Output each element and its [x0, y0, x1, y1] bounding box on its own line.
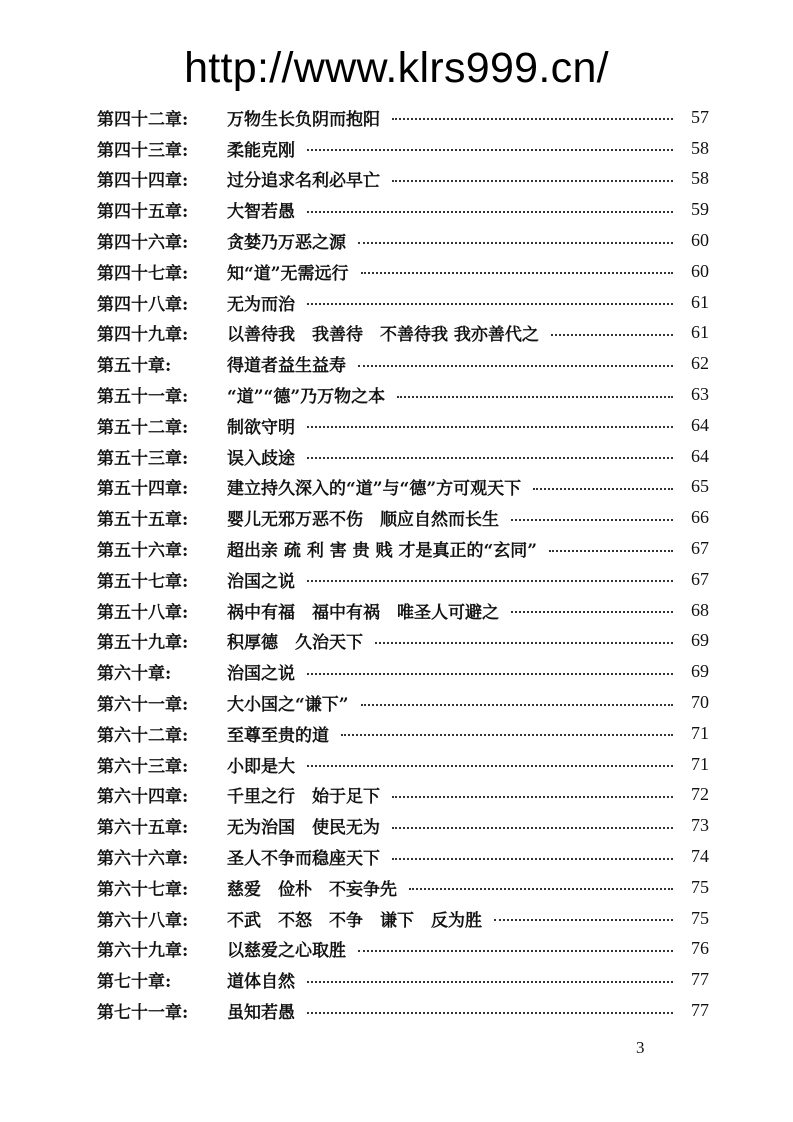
chapter-page: 62: [691, 353, 709, 374]
toc-entry: [97, 102, 709, 133]
toc-entry: [97, 872, 709, 903]
chapter-page: 59: [691, 199, 709, 220]
toc-entry: [97, 194, 709, 225]
dot-leader: [361, 272, 673, 274]
chapter-page: 64: [691, 445, 709, 466]
chapter-title: 虽知若愚: [227, 1003, 295, 1023]
chapter-page: 61: [691, 291, 709, 312]
toc-entry: [97, 379, 709, 410]
dot-leader: [358, 365, 673, 367]
chapter-title: 至尊至贵的道: [227, 725, 329, 746]
dot-leader: [551, 334, 673, 336]
toc-entry: [97, 287, 709, 318]
chapter-title: 无为治国 使民无为: [227, 818, 380, 839]
chapter-title: 建立持久深入的“道”与“德”方可观天下: [227, 479, 522, 500]
chapter-number: 第六十八章:: [97, 910, 189, 931]
chapter-number: 第五十一章:: [97, 387, 189, 408]
chapter-number: 第六十二章:: [97, 725, 189, 746]
chapter-number: 第六十一章:: [97, 695, 189, 716]
dot-leader: [358, 242, 673, 244]
table-of-contents: [97, 102, 709, 1026]
toc-entry: [97, 133, 709, 164]
page-number: 3: [636, 1038, 645, 1057]
chapter-page: 68: [691, 599, 709, 620]
chapter-title: 千里之行 始于足下: [227, 787, 380, 808]
chapter-title: 万物生长负阴而抱阳: [227, 109, 380, 130]
dot-leader: [307, 580, 673, 582]
chapter-title: 得道者益生益寿: [227, 356, 346, 377]
chapter-number: 第六十七章:: [97, 879, 189, 900]
chapter-page: 74: [691, 846, 709, 867]
dot-leader: [494, 919, 673, 921]
chapter-page: 77: [691, 1000, 709, 1020]
toc-entry: [97, 595, 709, 626]
toc-entry: [97, 472, 709, 503]
chapter-page: 63: [691, 384, 709, 405]
dot-leader: [375, 642, 673, 644]
chapter-title: 治国之说: [227, 571, 295, 592]
chapter-title: 误入歧途: [227, 448, 295, 469]
dot-leader: [307, 981, 673, 983]
dot-leader: [392, 180, 673, 182]
chapter-page: 71: [691, 722, 709, 743]
toc-entry: [97, 749, 709, 780]
chapter-title: 制欲守明: [227, 417, 295, 438]
toc-entry: [97, 348, 709, 379]
chapter-page: 60: [691, 260, 709, 281]
chapter-title: 小即是大: [227, 756, 295, 777]
dot-leader: [307, 457, 673, 459]
toc-entry: [97, 934, 709, 965]
chapter-page: 67: [691, 538, 709, 559]
chapter-page: 58: [691, 168, 709, 189]
chapter-page: 76: [691, 938, 709, 959]
chapter-page: 58: [691, 137, 709, 158]
chapter-number: 第四十四章:: [97, 171, 189, 192]
chapter-title: 积厚德 久治天下: [227, 633, 363, 654]
chapter-title: 大小国之“谦下”: [227, 695, 349, 716]
chapter-page: 64: [691, 414, 709, 435]
chapter-number: 第五十七章:: [97, 571, 189, 592]
chapter-page: 67: [691, 568, 709, 589]
toc-entry: [97, 841, 709, 872]
dot-leader: [361, 704, 673, 706]
chapter-page: 60: [691, 230, 709, 251]
toc-entry: [97, 164, 709, 195]
toc-entry: [97, 718, 709, 749]
dot-leader: [307, 149, 673, 151]
chapter-number: 第四十七章:: [97, 263, 189, 284]
dot-leader: [511, 519, 673, 521]
toc-entry: [97, 903, 709, 934]
chapter-page: 69: [691, 630, 709, 651]
dot-leader: [341, 734, 673, 736]
chapter-number: 第五十四章:: [97, 479, 189, 500]
chapter-number: 第六十九章:: [97, 941, 189, 962]
chapter-number: 第五十八章:: [97, 602, 189, 623]
toc-entry: [97, 318, 709, 349]
chapter-title: 祸中有福 福中有祸 唯圣人可避之: [227, 602, 499, 623]
toc-entry: [97, 502, 709, 533]
dot-leader: [358, 950, 673, 952]
chapter-page: 70: [691, 692, 709, 713]
toc-entry: [97, 995, 709, 1026]
chapter-title: 超出亲 疏 利 害 贵 贱 才是真正的“玄同”: [227, 541, 538, 562]
chapter-number: 第六十章:: [97, 664, 172, 685]
toc-entry: [97, 225, 709, 256]
chapter-page: 73: [691, 815, 709, 836]
chapter-title: 大智若愚: [227, 202, 295, 223]
chapter-title: 过分追求名利必早亡: [227, 171, 380, 192]
toc-entry: [97, 564, 709, 595]
chapter-number: 第五十九章:: [97, 633, 189, 654]
chapter-title: 知“道”无需远行: [227, 263, 349, 284]
chapter-number: 第四十二章:: [97, 109, 189, 130]
chapter-number: 第五十二章:: [97, 417, 189, 438]
dot-leader: [307, 211, 673, 213]
toc-entry: [97, 687, 709, 718]
chapter-number: 第七十章:: [97, 972, 172, 993]
chapter-page: 69: [691, 661, 709, 682]
chapter-number: 第五十五章:: [97, 510, 189, 531]
dot-leader: [307, 303, 673, 305]
chapter-number: 第四十六章:: [97, 233, 189, 254]
chapter-page: 71: [691, 753, 709, 774]
dot-leader: [307, 765, 673, 767]
dot-leader: [397, 396, 673, 398]
chapter-page: 57: [691, 106, 709, 127]
chapter-title: 柔能克刚: [227, 140, 295, 161]
chapter-number: 第五十三章:: [97, 448, 189, 469]
chapter-number: 第七十一章:: [97, 1003, 189, 1023]
chapter-page: 75: [691, 907, 709, 928]
chapter-page: 72: [691, 784, 709, 805]
dot-leader: [307, 1012, 673, 1014]
toc-entry: [97, 410, 709, 441]
chapter-title: 贪婪乃万恶之源: [227, 233, 346, 254]
chapter-number: 第六十五章:: [97, 818, 189, 839]
chapter-number: 第六十三章:: [97, 756, 189, 777]
toc-entry: [97, 441, 709, 472]
dot-leader: [511, 611, 673, 613]
header-url: http://www.klrs999.cn/: [184, 44, 609, 92]
toc-entry: [97, 780, 709, 811]
dot-leader: [533, 488, 673, 490]
chapter-title: “道”“德”乃万物之本: [227, 387, 386, 408]
chapter-title: 圣人不争而稳座天下: [227, 849, 380, 870]
dot-leader: [549, 550, 673, 552]
chapter-number: 第五十章:: [97, 356, 172, 377]
dot-leader: [392, 118, 673, 120]
chapter-page: 77: [691, 969, 709, 990]
chapter-title: 无为而治: [227, 294, 295, 315]
dot-leader: [307, 426, 673, 428]
chapter-title: 以慈爱之心取胜: [227, 941, 346, 962]
dot-leader: [392, 858, 673, 860]
chapter-number: 第四十九章:: [97, 325, 189, 346]
toc-entry: [97, 964, 709, 995]
chapter-title: 治国之说: [227, 664, 295, 685]
chapter-page: 65: [691, 476, 709, 497]
toc-entry: [97, 810, 709, 841]
dot-leader: [409, 888, 673, 890]
chapter-page: 61: [691, 322, 709, 343]
chapter-title: 慈爱 俭朴 不妄争先: [227, 879, 397, 900]
chapter-number: 第四十三章:: [97, 140, 189, 161]
chapter-title: 婴儿无邪万恶不伤 顺应自然而长生: [227, 510, 499, 531]
chapter-number: 第五十六章:: [97, 541, 189, 562]
chapter-page: 75: [691, 876, 709, 897]
toc-entry: [97, 656, 709, 687]
chapter-page: 66: [691, 507, 709, 528]
chapter-number: 第六十六章:: [97, 849, 189, 870]
chapter-number: 第四十五章:: [97, 202, 189, 223]
dot-leader: [392, 827, 673, 829]
chapter-number: 第四十八章:: [97, 294, 189, 315]
toc-entry: [97, 256, 709, 287]
toc-entry: [97, 626, 709, 657]
chapter-title: 以善待我 我善待 不善待我 我亦善代之: [227, 325, 539, 346]
toc-entry: [97, 533, 709, 564]
chapter-title: 不武 不怒 不争 谦下 反为胜: [227, 910, 482, 931]
dot-leader: [307, 673, 673, 675]
dot-leader: [392, 796, 673, 798]
chapter-number: 第六十四章:: [97, 787, 189, 808]
chapter-title: 道体自然: [227, 972, 295, 993]
